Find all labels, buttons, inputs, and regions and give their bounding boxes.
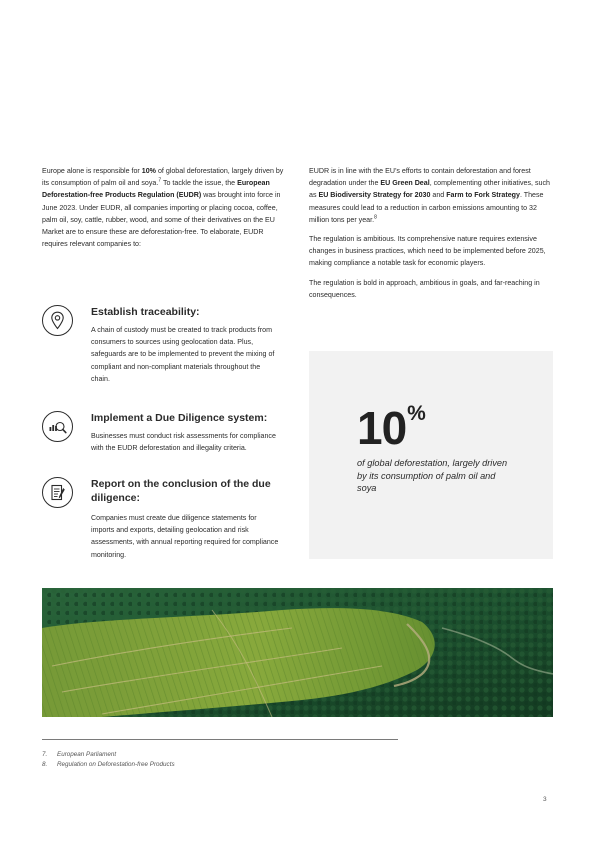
requirement-description: Businesses must conduct risk assessments for compliance with the EUDR deforestation and illegality criteria.: [91, 432, 276, 453]
footnote-8: 8. Regulation on Deforestation-free Products: [42, 761, 175, 768]
requirement-title: Report on the conclusion of the due diligence:: [91, 478, 271, 504]
intro-paragraph: Europe alone is responsible for 10% of global deforestation, largely driven by its consumption of palm oil and soya.$^7$ To tackle the issue, the European Deforestation-free Products Regulation (EUDR) was brought into force in June 2023. Under EUDR, all companies importing or placing cocoa, coffee, palm oil, soy, cattle, rubber, wood, and some of their derivatives on the EU Market are to ensure these are deforestation-free. To elaborate, EUDR requires relevant companies to:: [42, 167, 284, 249]
ambitious-paragraph: The regulation is ambitious. Its comprehensive nature requires extensive changes in business practices, which need to be implemented before 2025, making compliance a notable task for economic players.: [309, 235, 546, 268]
bold-approach-paragraph: The regulation is bold in approach, ambitious in goals, and far-reaching in consequences.: [309, 278, 540, 299]
right-column: [309, 165, 555, 301]
stat-caption: of global deforestation, largely driven by its consumption of palm oil and soya: [357, 458, 508, 494]
requirement-description: Companies must create due diligence statements for imports and exports, detailing geolocation and risk assessments, with annual reporting required for compliance monitoring.: [91, 514, 279, 559]
requirement-title: Establish traceability:: [91, 306, 200, 318]
requirement-description: A chain of custody must be created to track products from consumers to sources using geolocation data. Plus, safeguards are to be implemented to prevent the mixing of compliant and non-compliant materials throughout the chain.: [91, 326, 275, 383]
stat-unit: %: [407, 402, 425, 425]
document-pen-icon: [42, 477, 73, 508]
requirement-title: Implement a Due Diligence system:: [91, 412, 268, 424]
plantation-aerial-photo: [42, 588, 553, 717]
page-number: 3: [543, 796, 547, 803]
stat-number: 10%: [357, 402, 425, 454]
footnotes: [42, 750, 175, 770]
location-pin-icon: [42, 305, 73, 336]
stat-callout: [309, 351, 553, 559]
left-column: [42, 165, 286, 250]
footnote-7: 7. European Parliament: [42, 751, 117, 758]
eu-green-deal-paragraph: EUDR is in line with the EU’s efforts to contain deforestation and forest degradation under the EU Green Deal, complementing other initiatives, such as EU Biodiversity Strategy for 2030 and Farm to Fork Strategy. These measures could lead to a reduction in carbon emissions amounting to 32 million tons per year.$^8$: [309, 167, 550, 224]
footnote-ref-7[interactable]: 7: [158, 177, 162, 184]
footnote-ref-8[interactable]: 8: [374, 214, 377, 221]
footnote-divider: [42, 739, 398, 740]
magnifier-chart-icon: [42, 411, 73, 442]
eudr-name: European Deforestation-free Products Regulation (EUDR): [42, 179, 270, 200]
